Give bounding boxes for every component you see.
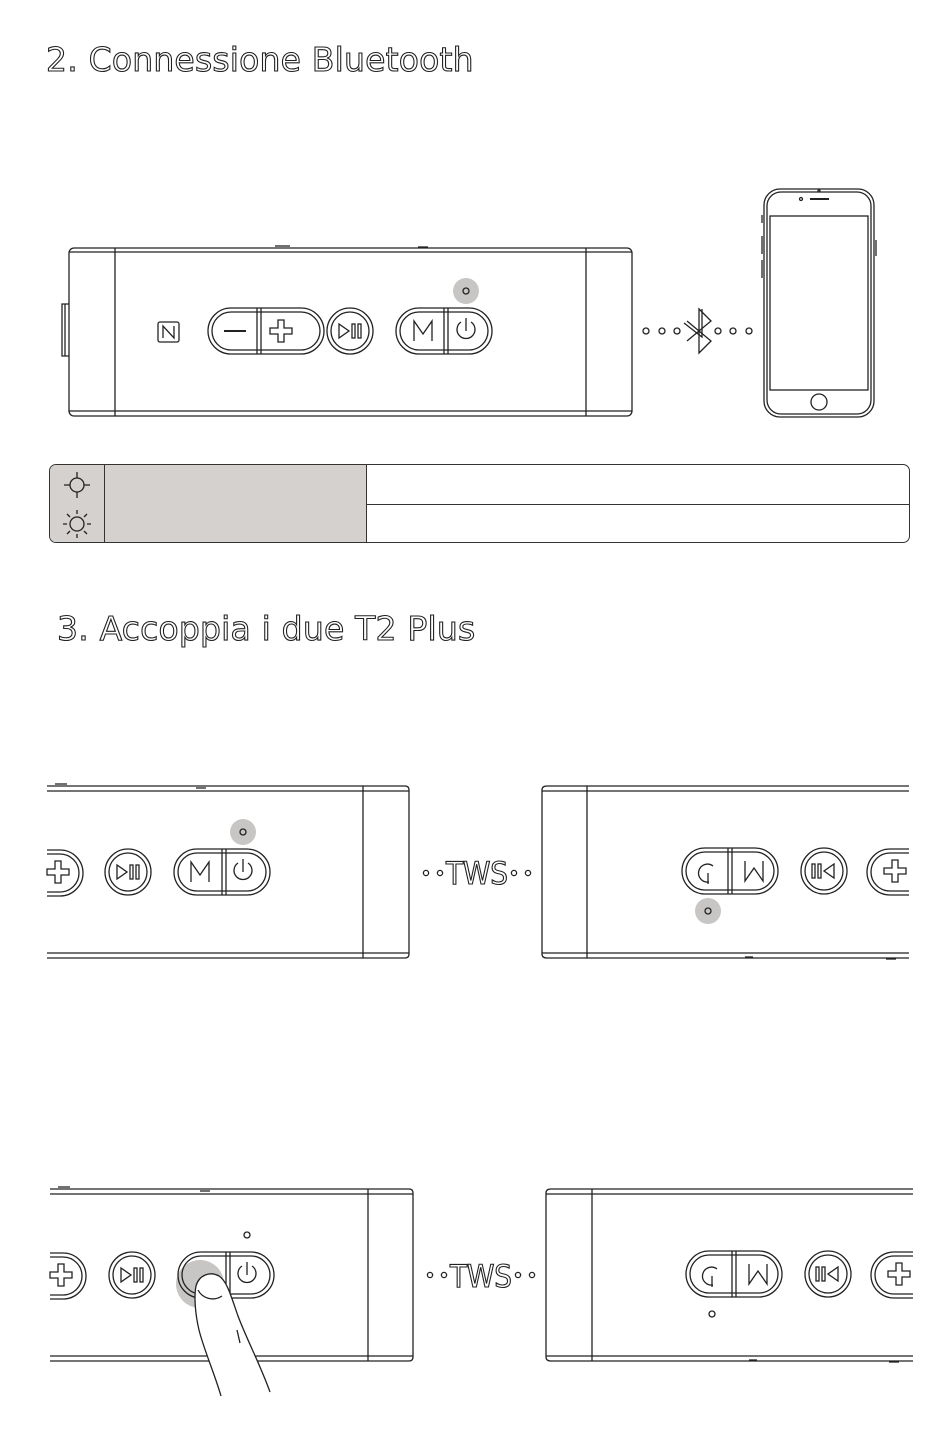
speaker-right-1 — [542, 786, 909, 959]
bluetooth-icon — [687, 309, 711, 353]
led-legend-table — [49, 464, 910, 543]
right-2-buttons — [686, 1251, 913, 1317]
plus-icon — [270, 320, 292, 342]
led-blinking-icon — [50, 504, 105, 543]
speaker-left-1 — [47, 784, 409, 958]
led-on-icon — [50, 465, 105, 504]
nfc-icon — [158, 322, 179, 342]
tws-link-2 — [427, 1259, 534, 1295]
mode-power-buttons[interactable] — [396, 308, 492, 354]
bluetooth-link — [643, 309, 752, 353]
tws-label: TWS — [450, 1259, 512, 1295]
right-1-buttons — [682, 848, 909, 924]
play-pause-button[interactable] — [327, 308, 373, 354]
legend-state — [105, 504, 367, 543]
legend-row — [50, 465, 909, 505]
volume-buttons[interactable] — [208, 308, 324, 354]
tws-link-1 — [423, 856, 530, 892]
legend-row — [50, 504, 909, 543]
smartphone — [762, 189, 876, 417]
speaker-right-2 — [546, 1189, 913, 1362]
speaker-top-view — [62, 246, 632, 416]
legend-description — [367, 465, 909, 504]
legend-description — [367, 504, 909, 543]
play-icon — [339, 324, 349, 338]
led-highlight — [453, 278, 479, 304]
mode-icon — [414, 321, 432, 341]
section-2-title: 2. Connessione Bluetooth — [46, 40, 474, 79]
left-1-buttons — [47, 819, 270, 896]
legend-state — [105, 465, 367, 504]
tws-label: TWS — [446, 856, 508, 892]
left-2-buttons — [50, 1232, 274, 1308]
section-3-title: 3. Accoppia i due T2 Plus — [57, 609, 476, 648]
